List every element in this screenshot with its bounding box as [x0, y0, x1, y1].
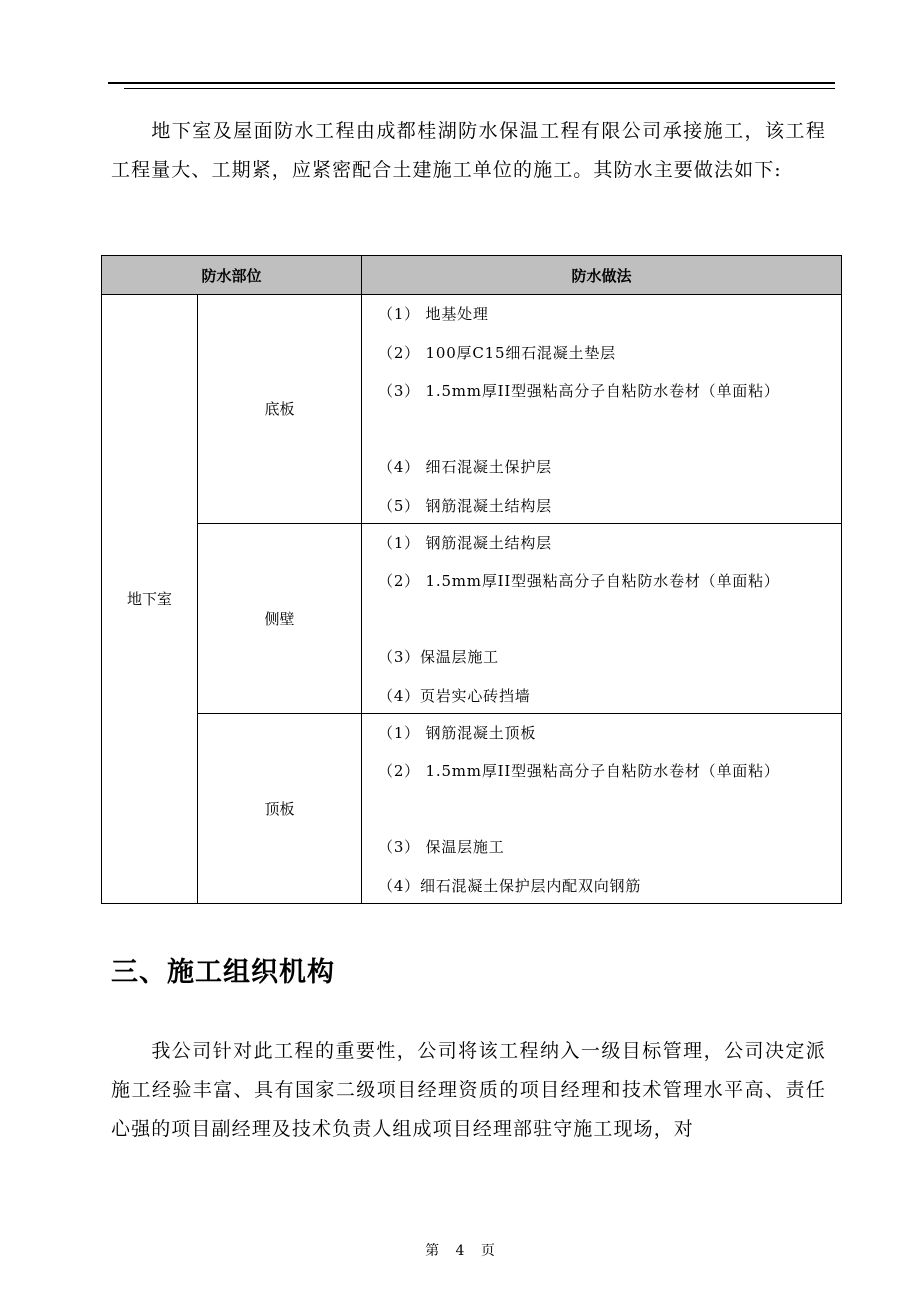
- footer-suffix: 页: [480, 1243, 495, 1259]
- step-item: （3）保温层施工: [378, 648, 499, 666]
- area-cell: 地下室: [102, 295, 198, 904]
- step-item: （4） 细石混凝土保护层: [378, 458, 552, 476]
- step-item: （1） 钢筋混凝土结构层: [378, 533, 552, 552]
- header-method: 防水做法: [362, 256, 842, 295]
- waterproofing-table: [101, 255, 842, 904]
- part-cell: 底板: [198, 295, 362, 524]
- step-item: （4）页岩实心砖挡墙: [378, 686, 531, 705]
- table-header-row: [102, 256, 842, 295]
- table-row: [102, 523, 842, 713]
- step-item: （3） 1.5mm厚II型强粘高分子自粘防水卷材（单面粘）: [378, 382, 780, 400]
- intro-paragraph: [111, 112, 826, 190]
- step-item: （2） 1.5mm厚II型强粘高分子自粘防水卷材（单面粘）: [378, 762, 780, 780]
- step-item: （1） 地基处理: [378, 305, 489, 323]
- header-rule-thick: [108, 82, 835, 84]
- header-part: 防水部位: [102, 256, 362, 295]
- steps-cell: [362, 523, 842, 713]
- section3-text: 我公司针对此工程的重要性，公司将该工程纳入一级目标管理，公司决定派施工经验丰富、具有国家二级项目经理资质的项目经理和技术管理水平高、责任心强的项目副经理及技术负责人组成项目经理部驻守施工现场，对: [111, 1040, 826, 1140]
- step-item: （3） 保温层施工: [378, 838, 505, 856]
- section-heading: 三、施工组织机构: [111, 957, 335, 988]
- part-cell: 侧壁: [198, 523, 362, 713]
- table-row: [102, 295, 842, 524]
- intro-text: 地下室及屋面防水工程由成都桂湖防水保温工程有限公司承接施工，该工程工程量大、工期紧，应紧密配合土建施工单位的施工。其防水主要做法如下:: [111, 120, 826, 181]
- page-number: 4: [455, 1243, 465, 1259]
- step-item: （1） 钢筋混凝土顶板: [378, 723, 537, 742]
- table-row: [102, 713, 842, 903]
- steps-cell: [362, 713, 842, 903]
- steps-cell: [362, 295, 842, 524]
- step-item: （4）细石混凝土保护层内配双向钢筋: [378, 876, 642, 895]
- part-cell: 顶板: [198, 713, 362, 903]
- step-item: （2） 100厚C15细石混凝土垫层: [378, 343, 616, 362]
- step-item: （2） 1.5mm厚II型强粘高分子自粘防水卷材（单面粘）: [378, 572, 780, 590]
- page-footer: [0, 1240, 920, 1260]
- header-rule-thin: [124, 88, 835, 89]
- step-item: （5） 钢筋混凝土结构层: [378, 496, 552, 515]
- section3-paragraph: [111, 1032, 826, 1149]
- footer-prefix: 第: [425, 1243, 440, 1259]
